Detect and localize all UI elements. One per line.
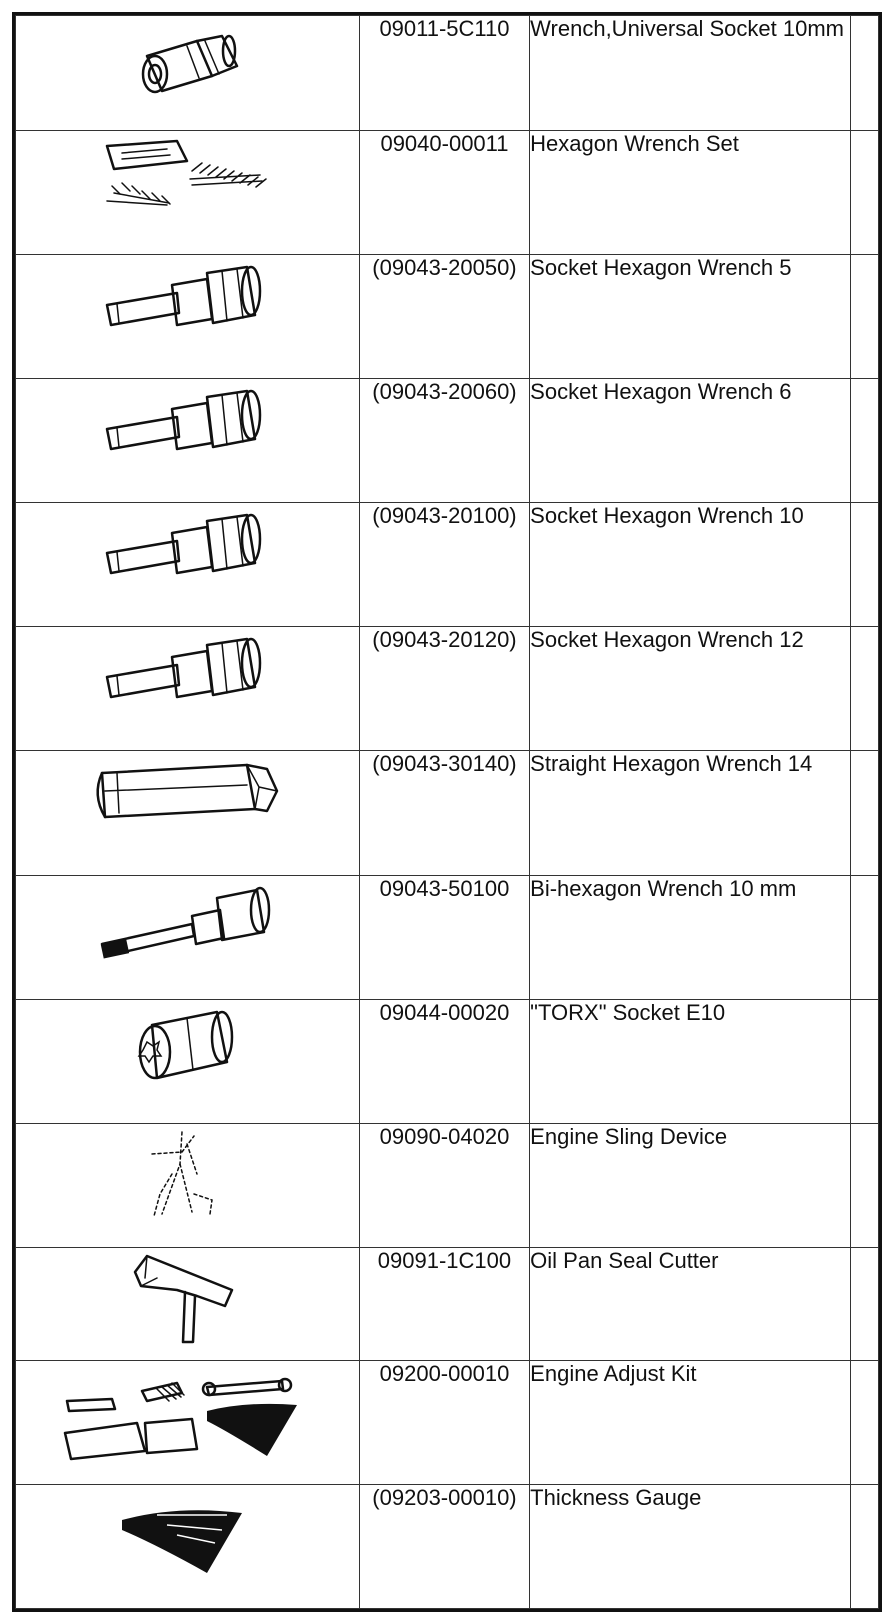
thickness-gauge-icon [117,1485,257,1575]
part-number: (09043-20050) [359,254,529,378]
tool-image-cell [16,875,360,999]
hexagon-wrench-set-icon [92,131,282,221]
table-row [16,503,879,627]
table-row [16,379,879,503]
tool-description: Bi-hexagon Wrench 10 mm [530,875,851,999]
socket-hex-wrench-icon [97,627,277,717]
tool-image-cell [16,1484,360,1608]
part-number: 09090-04020 [359,1123,529,1247]
tool-image-cell [16,627,360,751]
part-number: 09200-00010 [359,1360,529,1484]
table-row [16,1247,879,1360]
part-number: 09044-00020 [359,999,529,1123]
tool-table [15,15,879,1609]
table-row [16,254,879,378]
table-row [16,751,879,875]
tool-description: Thickness Gauge [530,1484,851,1608]
note-cell [850,875,878,999]
tool-description: Socket Hexagon Wrench 12 [530,627,851,751]
table-row [16,1484,879,1608]
note-cell [850,503,878,627]
tool-image-cell [16,130,360,254]
torx-socket-icon [127,1000,247,1090]
part-number: (09043-20120) [359,627,529,751]
part-number: 09040-00011 [359,130,529,254]
table-row [16,16,879,131]
bi-hexagon-wrench-icon [92,876,282,966]
note-cell [850,627,878,751]
tool-description: Wrench,Universal Socket 10mm [530,16,851,131]
tool-description: Socket Hexagon Wrench 6 [530,379,851,503]
tool-description: Engine Sling Device [530,1123,851,1247]
note-cell [850,751,878,875]
part-number: (09043-30140) [359,751,529,875]
table-row [16,999,879,1123]
table-row [16,875,879,999]
table-row [16,1360,879,1484]
tool-description: "TORX" Socket E10 [530,999,851,1123]
universal-socket-icon [127,16,247,106]
tool-image-cell [16,1360,360,1484]
part-number: 09091-1C100 [359,1247,529,1360]
note-cell [850,1247,878,1360]
note-cell [850,1360,878,1484]
tool-image-cell [16,503,360,627]
tool-description: Hexagon Wrench Set [530,130,851,254]
tool-image-cell [16,254,360,378]
tool-image-cell [16,751,360,875]
tool-image-cell [16,999,360,1123]
note-cell [850,999,878,1123]
engine-sling-icon [132,1124,242,1224]
tool-image-cell [16,1123,360,1247]
note-cell [850,254,878,378]
note-cell [850,1123,878,1247]
part-number: (09203-00010) [359,1484,529,1608]
note-cell [850,130,878,254]
part-number: 09011-5C110 [359,16,529,131]
tool-image-cell [16,379,360,503]
tool-description: Socket Hexagon Wrench 5 [530,254,851,378]
tool-description: Socket Hexagon Wrench 10 [530,503,851,627]
tool-image-cell [16,16,360,131]
table-row [16,627,879,751]
note-cell [850,379,878,503]
part-number: (09043-20060) [359,379,529,503]
tool-image-cell [16,1247,360,1360]
straight-hex-wrench-icon [87,751,287,831]
table-row [16,130,879,254]
note-cell [850,1484,878,1608]
socket-hex-wrench-icon [97,379,277,469]
note-cell [850,16,878,131]
engine-adjust-kit-icon [57,1361,317,1461]
socket-hex-wrench-icon [97,255,277,345]
part-number: 09043-50100 [359,875,529,999]
seal-cutter-icon [127,1248,247,1348]
table-row [16,1123,879,1247]
tool-description: Engine Adjust Kit [530,1360,851,1484]
tool-description: Straight Hexagon Wrench 14 [530,751,851,875]
socket-hex-wrench-icon [97,503,277,593]
tool-description: Oil Pan Seal Cutter [530,1247,851,1360]
part-number: (09043-20100) [359,503,529,627]
tool-table-frame [12,12,882,1612]
